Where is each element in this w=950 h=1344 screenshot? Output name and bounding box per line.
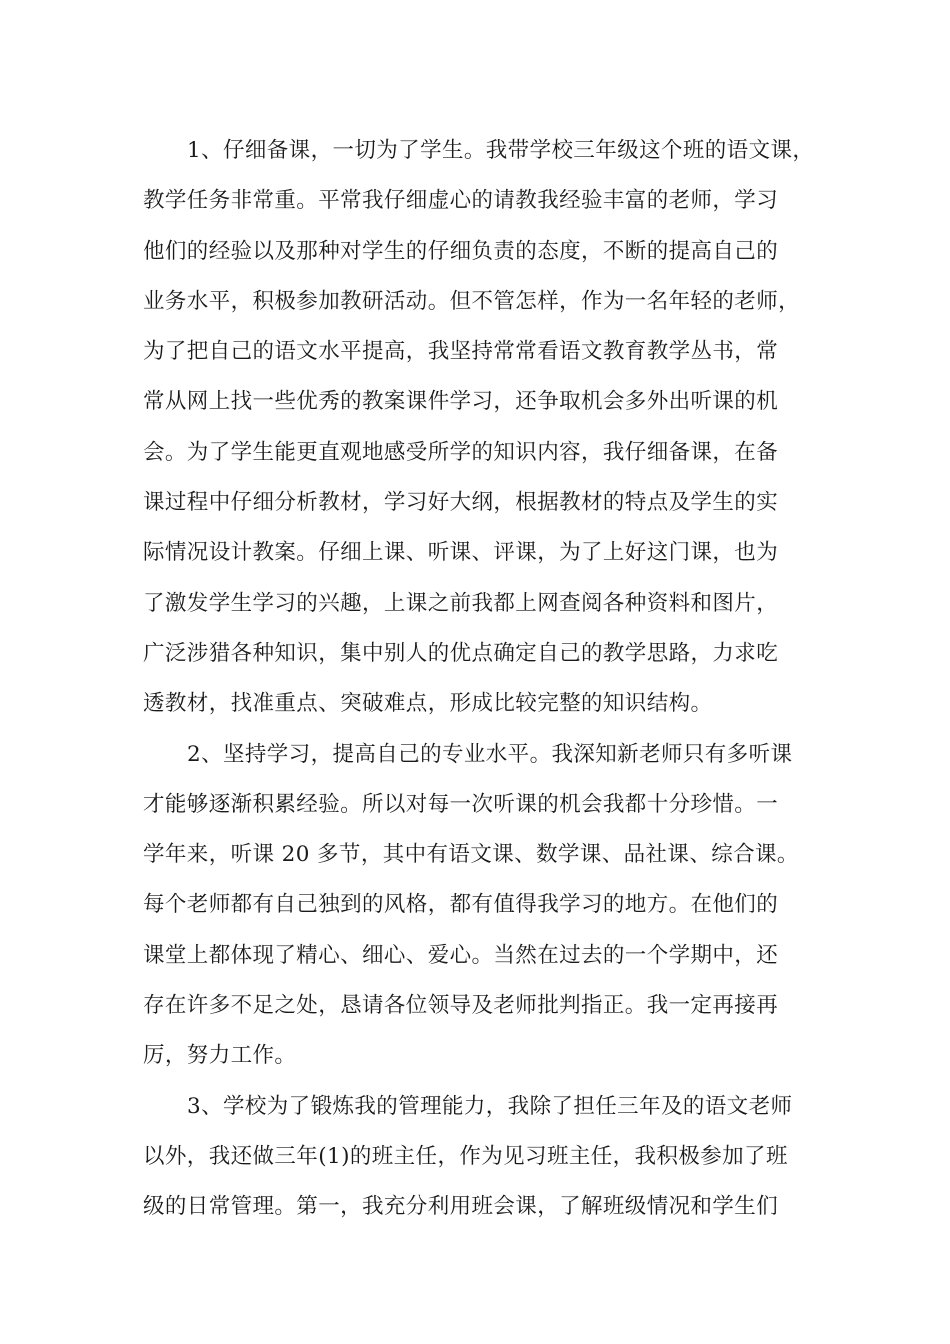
paragraph-line: 际情况设计教案。仔细上课、听课、评课，为了上好这门课，也为 — [143, 540, 779, 566]
paragraph-1 — [143, 126, 843, 730]
paragraph-line: 厉，努力工作。 — [143, 1043, 297, 1069]
paragraph-line: 了激发学生学习的兴趣，上课之前我都上网查阅各种资料和图片， — [143, 590, 779, 616]
paragraph-line: 学年来，听课 20 多节，其中有语文课、数学课、品社课、综合课。 — [143, 842, 799, 868]
paragraph-3 — [143, 1082, 843, 1233]
paragraph-line: 每个老师都有自己独到的风格，都有值得我学习的地方。在他们的 — [143, 892, 779, 918]
paragraph-line: 教学任务非常重。平常我仔细虚心的请教我经验丰富的老师，学习 — [143, 188, 779, 214]
paragraph-line: 常从网上找一些优秀的教案课件学习，还争取机会多外出听课的机 — [143, 389, 779, 415]
paragraph-line: 会。为了学生能更直观地感受所学的知识内容，我仔细备课，在备 — [143, 439, 779, 465]
paragraph-line: 为了把自己的语文水平提高，我坚持常常看语文教育教学丛书，常 — [143, 339, 779, 365]
paragraph-line: 课堂上都体现了精心、细心、爱心。当然在过去的一个学期中，还 — [143, 942, 779, 968]
paragraph-line: 2、坚持学习，提高自己的专业水平。我深知新老师只有多听课 — [187, 741, 793, 767]
paragraph-line: 才能够逐渐积累经验。所以对每一次听课的机会我都十分珍惜。一 — [143, 791, 779, 817]
paragraph-line: 1、仔细备课，一切为了学生。我带学校三年级这个班的语文课， — [187, 138, 815, 163]
paragraph-line: 广泛涉猎各种知识，集中别人的优点确定自己的教学思路，力求吃 — [143, 640, 779, 666]
paragraph-line: 他们的经验以及那种对学生的仔细负责的态度，不断的提高自己的 — [143, 238, 779, 264]
paragraph-line: 课过程中仔细分析教材，学习好大纲，根据教材的特点及学生的实 — [143, 490, 779, 516]
paragraph-2 — [143, 730, 843, 1082]
paragraph-line: 透教材，找准重点、突破难点，形成比较完整的知识结构。 — [143, 691, 713, 717]
paragraph-line: 存在许多不足之处，恳请各位领导及老师批判指正。我一定再接再 — [143, 993, 779, 1019]
paragraph-line: 业务水平，积极参加教研活动。但不管怎样，作为一名年轻的老师， — [143, 288, 801, 314]
paragraph-line: 级的日常管理。第一，我充分利用班会课，了解班级情况和学生们 — [143, 1194, 779, 1220]
document-body — [143, 126, 843, 1233]
paragraph-line: 以外，我还做三年(1)的班主任，作为见习班主任，我积极参加了班 — [143, 1143, 788, 1169]
paragraph-line: 3、学校为了锻炼我的管理能力，我除了担任三年及的语文老师 — [187, 1093, 793, 1119]
